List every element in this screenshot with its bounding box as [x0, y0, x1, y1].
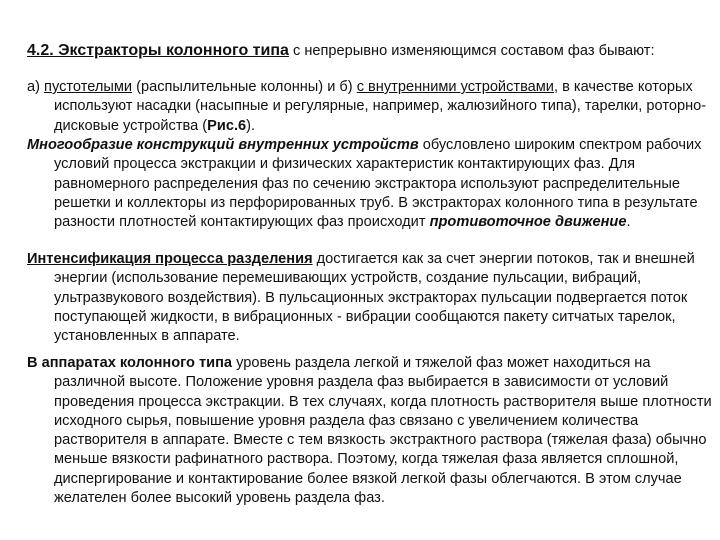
interface-level-paragraph — [27, 354, 720, 508]
interface-lead: В аппаратах колонного типа — [27, 355, 233, 371]
intensification-lead: Интенсификация процесса разделения — [27, 251, 313, 267]
types-prefix: а) — [27, 79, 40, 95]
section-heading-paragraph — [27, 40, 720, 61]
interface-body: уровень раздела легкой и тяжелой фаз может находиться на различной высоте. Положение уровня раздела фаз выбирается в зависимости от условий проведения процесса экстракции. В тех случаях, когда плотность растворителя выше плотности исходного сырья, повышение уровня раздела фаз связано с увеличением количества растворителя в аппарате. Вместе с тем вязкость экстрактного раствора (тяжелая фаза) обычно меньше вязкости рафинатного раствора. Поэтому, когда тяжелая фаза является сплошной, диспергирование и контактирование более вязкой легкой фазы облегчаются. В этом случае желателен более высокий уровень раздела фаз. — [54, 355, 712, 507]
types-end: ). — [246, 117, 256, 134]
figure-reference: Рис.6 — [207, 117, 247, 134]
hollow-type: пустотелыми — [44, 79, 133, 95]
diversity-end: . — [626, 214, 631, 231]
counterflow-emphasis: противоточное движение — [429, 214, 627, 231]
column-types-paragraph — [27, 78, 720, 136]
intensification-body: достигается как за счет энергии потоков, так и внешней энергии (использование перемешивающих устройств, создание пульсации, вибраций, ультразвукового воздействия). В пульсационных экстракторах пульсации подвергается поток поступающей жидкости, в вибрационных - вибрации сообщаются пакету ситчатых тарелок, установленных в аппарате. — [54, 251, 695, 345]
hollow-type-note: (распылительные колонны) и б) — [136, 79, 353, 95]
internal-devices-type: с внутренними устройствами — [356, 79, 554, 95]
diversity-lead: Многообразие конструкций внутренних устройств — [27, 137, 419, 153]
diversity-paragraph — [27, 136, 720, 232]
types-rest: , в качестве которых используют насадки (насыпные и регулярные, например, жалюзийного типа), тарелки, роторно-дисковые устройства ( — [54, 79, 707, 134]
intensification-paragraph — [27, 250, 720, 346]
section-title-rest: с непрерывно изменяющимся составом фаз бывают: — [292, 43, 655, 59]
diversity-body: обусловлено широким спектром рабочих условий процесса экстракции и физических характеристик контактирующих фаз. Для равномерного распределения фаз по сечению экстрактора используют распределительные решетки и коллекторы из перфорированных труб. В экстракторах колонного типа в результате разности плотностей контактирующих фаз происходит — [54, 137, 702, 231]
section-title: 4.2. Экстракторы колонного типа — [27, 42, 289, 59]
